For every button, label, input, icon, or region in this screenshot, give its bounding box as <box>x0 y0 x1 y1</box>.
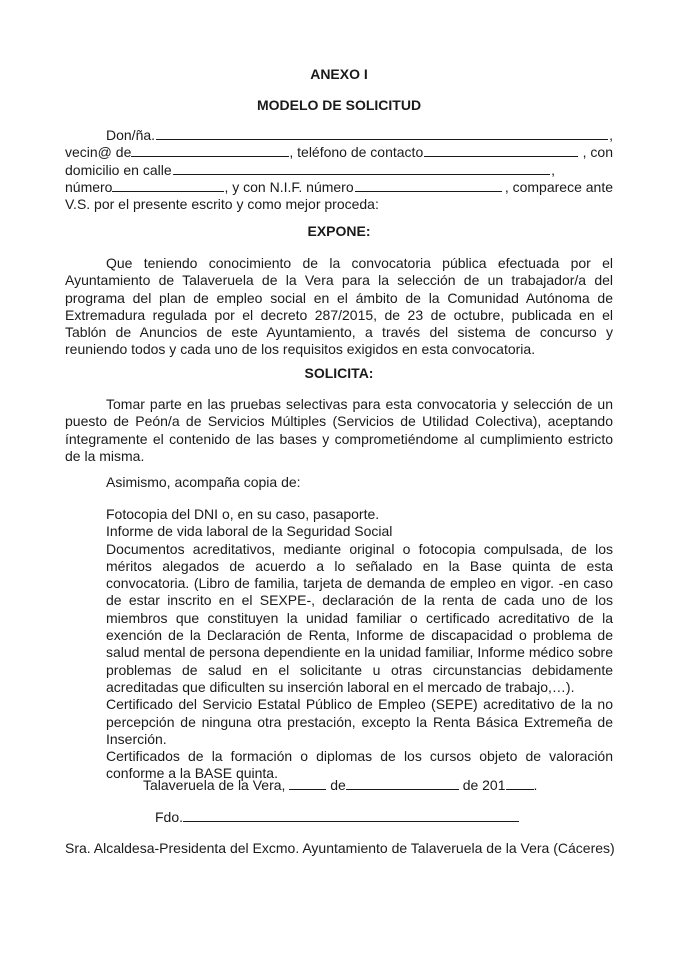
addressee: Sra. Alcaldesa-Presidenta del Excmo. Ayuntamiento de Talaveruela de la Vera (Cáceres) <box>65 840 615 856</box>
nif-field[interactable] <box>355 179 502 192</box>
attachment-item: Certificado del Servicio Estatal Público de Empleo (SEPE) acreditativo de la no percepción de ninguna otra prestación, excepto la Renta Básica Extremeña de Inserción. <box>106 696 613 747</box>
domicilio-label: domicilio en calle <box>65 161 172 178</box>
place-label: Talaveruela de la Vera, <box>143 777 286 793</box>
annex-title: ANEXO I <box>310 66 368 82</box>
applicant-closing: V.S. por el presente escrito y como mejor proceda: <box>65 196 379 213</box>
name-line: Don/ña. , <box>65 127 613 144</box>
phone-field[interactable] <box>424 144 577 157</box>
attachment-item: Fotocopia del DNI o, en su caso, pasaporte. <box>106 506 380 522</box>
con-label: , con <box>582 144 613 161</box>
month-field[interactable] <box>346 777 459 790</box>
signature-field[interactable] <box>183 809 519 822</box>
attachment-item: Certificados de la formación o diplomas de los cursos objeto de valoración conforme a la BASE quinta. <box>106 748 613 782</box>
day-field[interactable] <box>289 777 326 790</box>
de-label: de <box>330 777 346 793</box>
applicant-section <box>65 127 613 213</box>
neighbour-line <box>65 144 613 161</box>
nif-label: , y con N.I.F. número <box>224 178 354 195</box>
house-number-field[interactable] <box>112 179 224 192</box>
attachments-intro: Asimismo, acompaña copia de: <box>106 474 301 490</box>
solicita-heading: SOLICITA: <box>304 365 374 381</box>
date-line: Talaveruela de la Vera, de de 201 . <box>143 777 538 793</box>
don-label: Don/ña. <box>106 127 156 143</box>
expone-heading: EXPONE: <box>307 223 371 239</box>
year-field[interactable] <box>506 777 534 790</box>
number-line <box>65 179 613 196</box>
comparece-label: , comparece ante <box>504 178 613 195</box>
solicita-paragraph: Tomar parte en las pruebas selectivas para esta convocatoria y selección de un puesto de Peón/a de Servicios Múltiples (Servicios de Utilidad Colectiva), aceptando íntegramente el contenido de las bases y comprometiéndome al cumplimiento estricto de la misma. <box>65 396 613 464</box>
attachment-item: Documentos acreditativos, mediante original o fotocopia compulsada, de los méritos alegados de acuerdo a lo señalado en la Base quinta de esta convocatoria. (Libro de familia, tarjeta de demanda de empleo en vigor. -en caso de estar inscrito en el SEXPE-, declaración de la renta de cada uno de los miembros que constituyen la unidad familiar o certificado acreditativo de la exención de la Declaración de Renta, Informe de discapacidad o problema de salud mental de persona dependiente en la unidad familiar, Informe médico sobre problemas de salud en el solicitante u otras circunstancias debidamente acreditadas que dificulten su inserción laboral en el mercado de trabajo,…). <box>106 540 613 695</box>
expone-paragraph: Que teniendo conocimiento de la convocatoria pública efectuada por el Ayuntamiento de Talaveruela de la Vera para la selección de un trabajador/a del programa del plan de empleo social en el ámbito de la Comunidad Autónoma de Extremadura regulada por el decreto 287/2015, de 23 de octubre, publicada en el Tablón de Anuncios de este Ayuntamiento, a través del sistema de concurso y reuniendo todos y cada uno de los requisitos exigidos en esta convocatoria. <box>65 255 613 358</box>
form-title: MODELO DE SOLICITUD <box>256 97 422 113</box>
address-field[interactable] <box>173 162 551 175</box>
numero-label: número <box>65 178 113 195</box>
year-prefix: de 201 <box>462 777 506 793</box>
address-line: domicilio en calle , <box>65 161 555 178</box>
vecino-label: vecin@ de <box>65 144 132 161</box>
signature-label: Fdo. <box>155 809 184 825</box>
telefono-label: , teléfono de contacto <box>289 144 424 161</box>
town-field[interactable] <box>131 144 289 157</box>
attachment-item: Informe de vida laboral de la Seguridad Social <box>106 523 393 540</box>
attachments-list <box>106 506 613 783</box>
name-field[interactable] <box>156 127 608 140</box>
signature-line <box>155 809 519 826</box>
